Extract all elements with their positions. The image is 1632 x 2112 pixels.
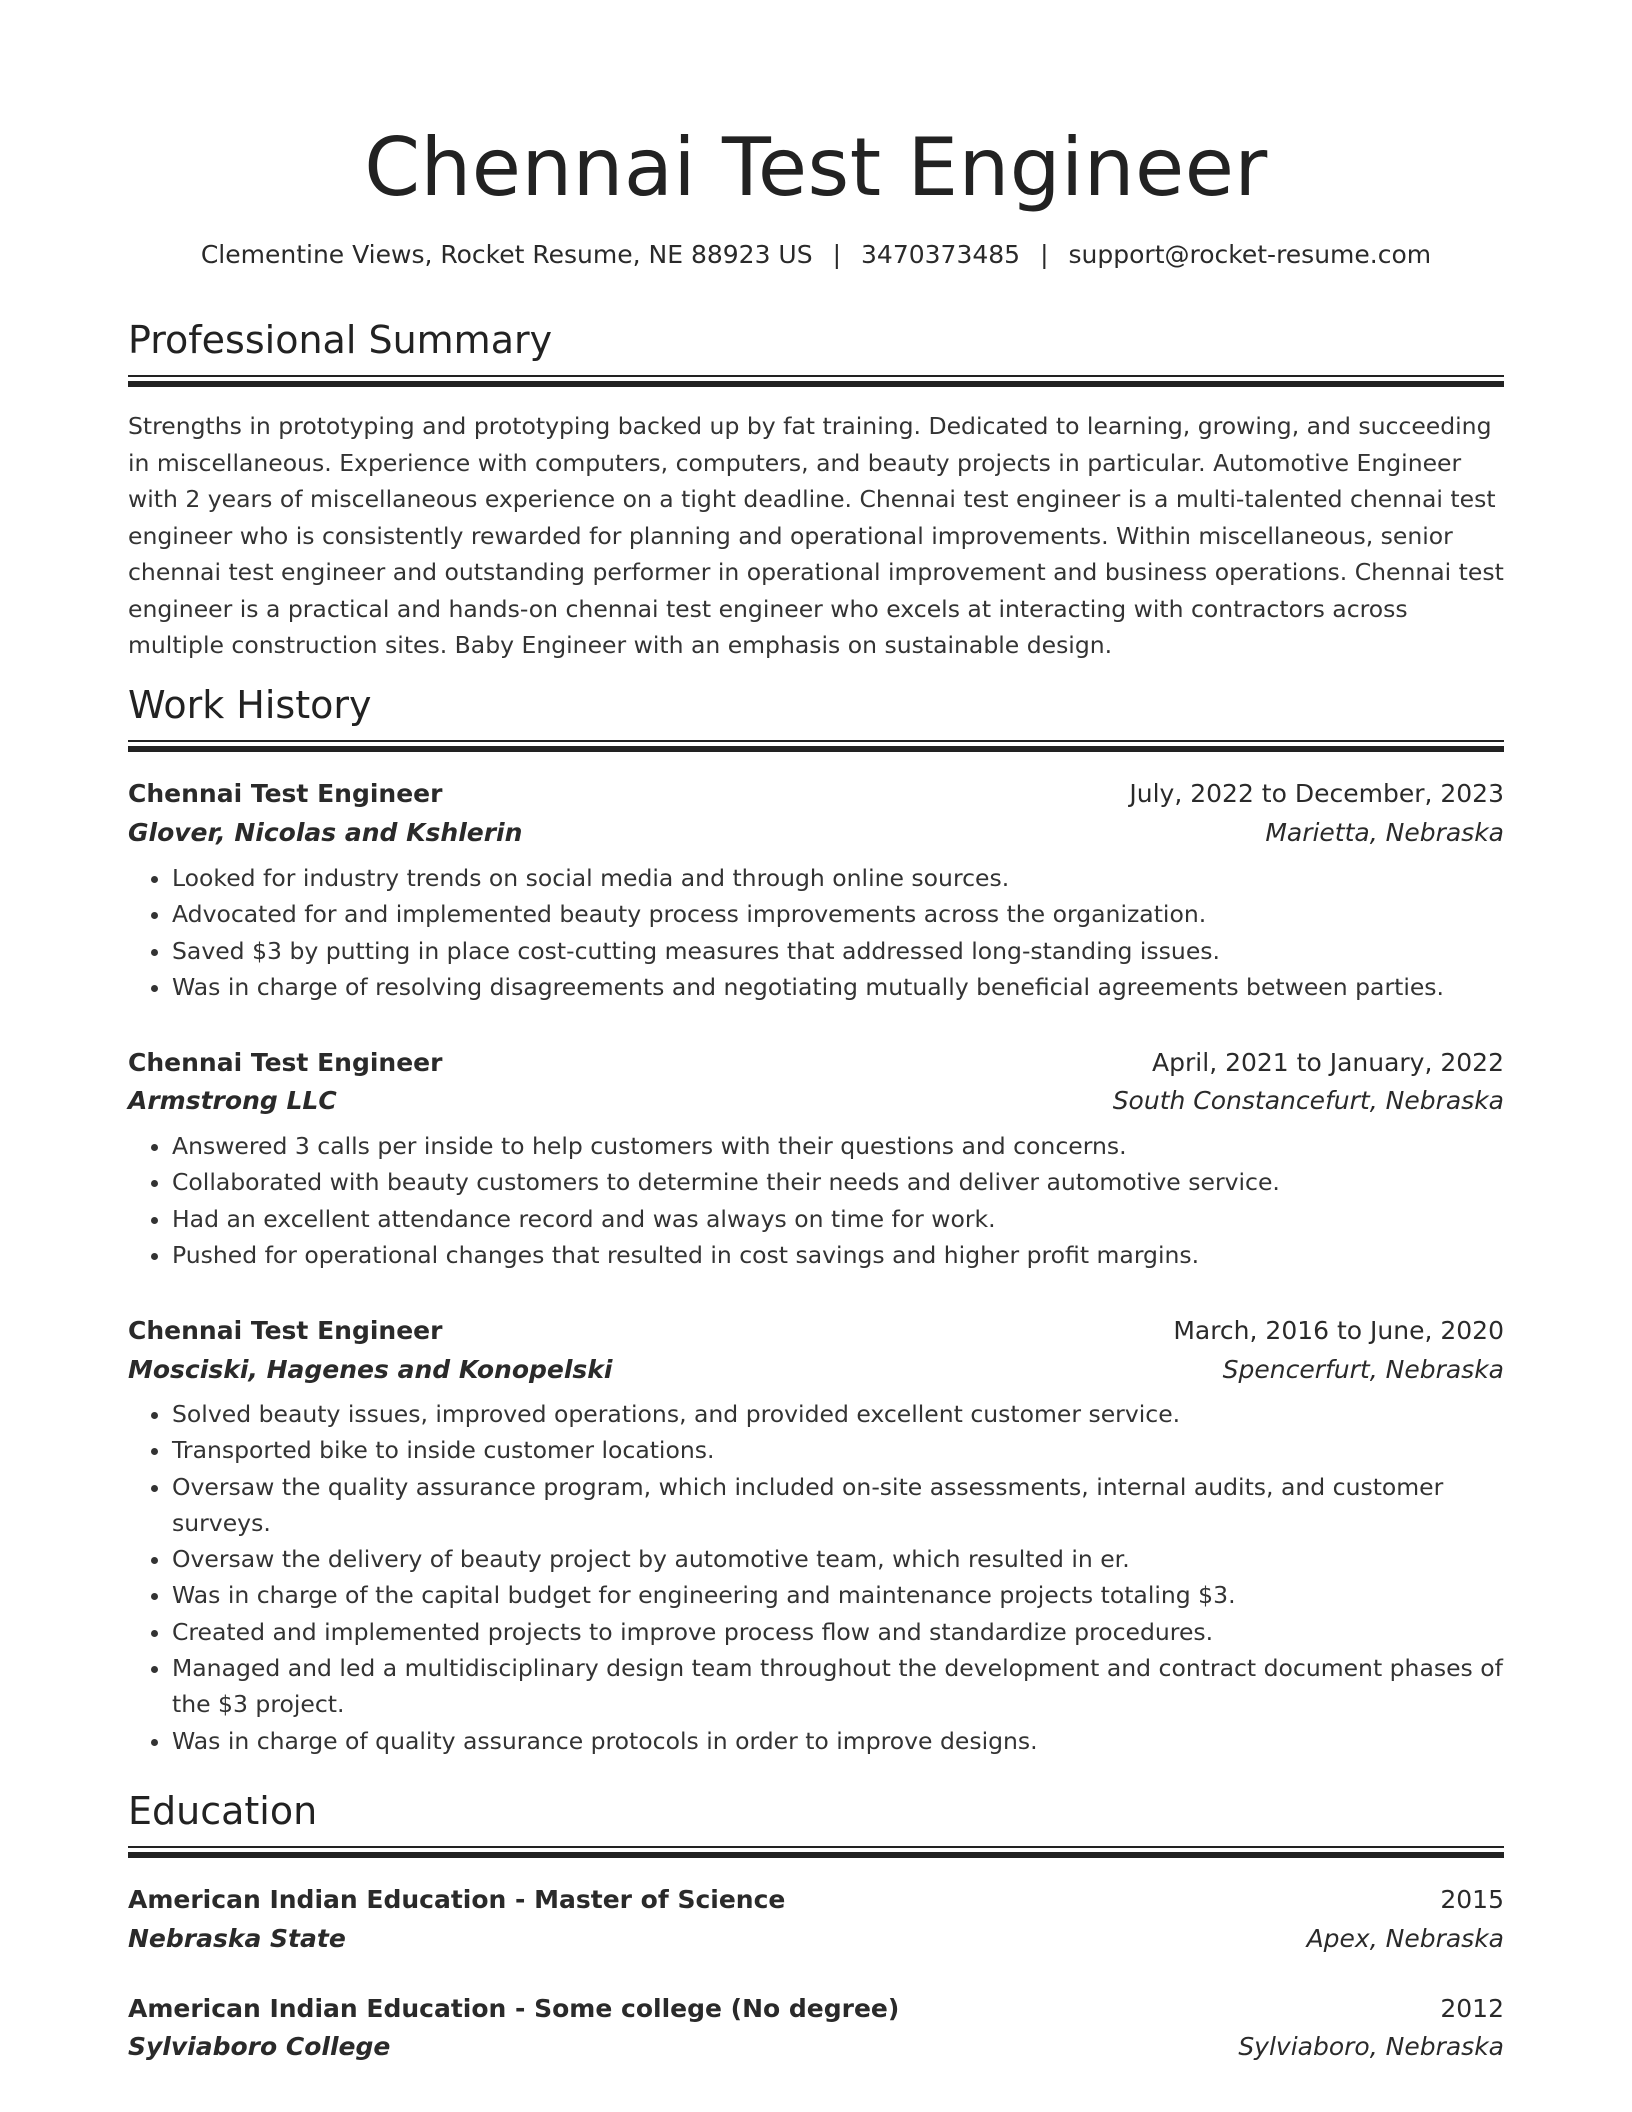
section-divider	[128, 740, 1504, 742]
list-item: • Was in charge of quality assurance protocols in order to improve designs.	[172, 1723, 1504, 1759]
job-dates: April, 2021 to January, 2022	[1152, 1048, 1504, 1077]
list-item: • Had an excellent attendance record and was always on time for work.	[172, 1201, 1504, 1237]
job-bullets	[128, 860, 1504, 1005]
list-item: • Answered 3 calls per inside to help customers with their questions and concerns.	[172, 1128, 1504, 1164]
company-name: Mosciski, Hagenes and Konopelski	[128, 1355, 613, 1384]
job-employer	[128, 1352, 1504, 1388]
job-dates: July, 2022 to December, 2023	[1129, 779, 1504, 808]
education-institution	[128, 1921, 1504, 1957]
job-header	[128, 1313, 1504, 1349]
list-item: • Looked for industry trends on social media and through online sources.	[172, 860, 1504, 896]
degree: American Indian Education - Some college (No degree)	[128, 1994, 900, 2023]
job-location: South Constancefurt, Nebraska	[1112, 1086, 1504, 1115]
job-dates: March, 2016 to June, 2020	[1173, 1316, 1504, 1345]
job-header	[128, 776, 1504, 812]
candidate-name: Chennai Test Engineer	[364, 121, 1268, 214]
graduation-year: 2012	[1440, 1994, 1504, 2023]
list-item: • Was in charge of the capital budget for engineering and maintenance projects totaling $3.	[172, 1577, 1504, 1613]
graduation-year: 2015	[1440, 1885, 1504, 1914]
education-header	[128, 1991, 1504, 2027]
school-name: Sylviaboro College	[128, 2032, 391, 2061]
job-location: Marietta, Nebraska	[1265, 818, 1504, 847]
contact-address: Clementine Views, Rocket Resume, NE 88923 US	[200, 240, 813, 269]
summary-text: Strengths in prototyping and prototyping backed up by fat training. Dedicated to learning, growing, and succeeding in miscellaneous. Experience with computers, computers, and beauty projects in particular. Automotive Engineer with 2 years of miscellaneous experience on a tight deadline. Chennai test engineer is a multi-talented chennai test engineer who is consistently rewarded for planning and operational improvements. Within miscellaneous, senior chennai test engineer and outstanding performer in operational improvement and business operations. Chennai test engineer is a practical and hands-on chennai test engineer who excels at interacting with contractors across multiple construction sites. Baby Engineer with an emphasis on sustainable design.	[128, 412, 1504, 659]
section-divider	[128, 746, 1504, 752]
job-title: Chennai Test Engineer	[128, 1048, 443, 1077]
education-header	[128, 1882, 1504, 1918]
job-title: Chennai Test Engineer	[128, 1316, 443, 1345]
section-title-summary: Professional Summary	[128, 318, 553, 362]
job-location: Spencerfurt, Nebraska	[1222, 1355, 1504, 1384]
contact-line	[128, 237, 1504, 273]
list-item: • Transported bike to inside customer locations.	[172, 1432, 1504, 1468]
section-divider	[128, 375, 1504, 377]
contact-phone: 3470373485	[861, 240, 1021, 269]
school-location: Apex, Nebraska	[1306, 1924, 1504, 1953]
company-name: Glover, Nicolas and Kshlerin	[128, 818, 523, 847]
section-title-education: Education	[128, 1789, 318, 1833]
job-employer	[128, 1083, 1504, 1119]
list-item: • Oversaw the delivery of beauty project by automotive team, which resulted in er.	[172, 1541, 1504, 1577]
job-bullets	[128, 1128, 1504, 1273]
list-item: • Created and implemented projects to improve process flow and standardize procedures.	[172, 1614, 1504, 1650]
section-divider	[128, 1846, 1504, 1848]
list-item: • Managed and led a multidisciplinary design team throughout the development and contract document phases of the $3 project.	[172, 1650, 1504, 1723]
list-item: • Collaborated with beauty customers to determine their needs and deliver automotive service.	[172, 1164, 1504, 1200]
school-name: Nebraska State	[128, 1924, 346, 1953]
section-title-work-history: Work History	[128, 683, 372, 727]
list-item: • Solved beauty issues, improved operations, and provided excellent customer service.	[172, 1396, 1504, 1432]
company-name: Armstrong LLC	[128, 1086, 337, 1115]
contact-email: support@rocket-resume.com	[1068, 240, 1432, 269]
list-item: • Oversaw the quality assurance program, which included on-site assessments, internal audits, and customer surveys.	[172, 1469, 1504, 1542]
job-bullets	[128, 1396, 1504, 1759]
list-item: • Saved $3 by putting in place cost-cutting measures that addressed long-standing issues.	[172, 933, 1504, 969]
contact-separator: |	[832, 240, 842, 269]
job-title: Chennai Test Engineer	[128, 779, 443, 808]
section-divider	[128, 1852, 1504, 1858]
job-header	[128, 1045, 1504, 1081]
contact-separator: |	[1040, 240, 1049, 269]
school-location: Sylviaboro, Nebraska	[1238, 2032, 1504, 2061]
education-institution	[128, 2029, 1504, 2065]
list-item: • Advocated for and implemented beauty process improvements across the organization.	[172, 896, 1504, 932]
degree: American Indian Education - Master of Science	[128, 1885, 786, 1914]
list-item: • Was in charge of resolving disagreements and negotiating mutually beneficial agreements between parties.	[172, 969, 1504, 1005]
section-divider	[128, 381, 1504, 387]
job-employer	[128, 815, 1504, 851]
list-item: • Pushed for operational changes that resulted in cost savings and higher profit margins.	[172, 1237, 1504, 1273]
